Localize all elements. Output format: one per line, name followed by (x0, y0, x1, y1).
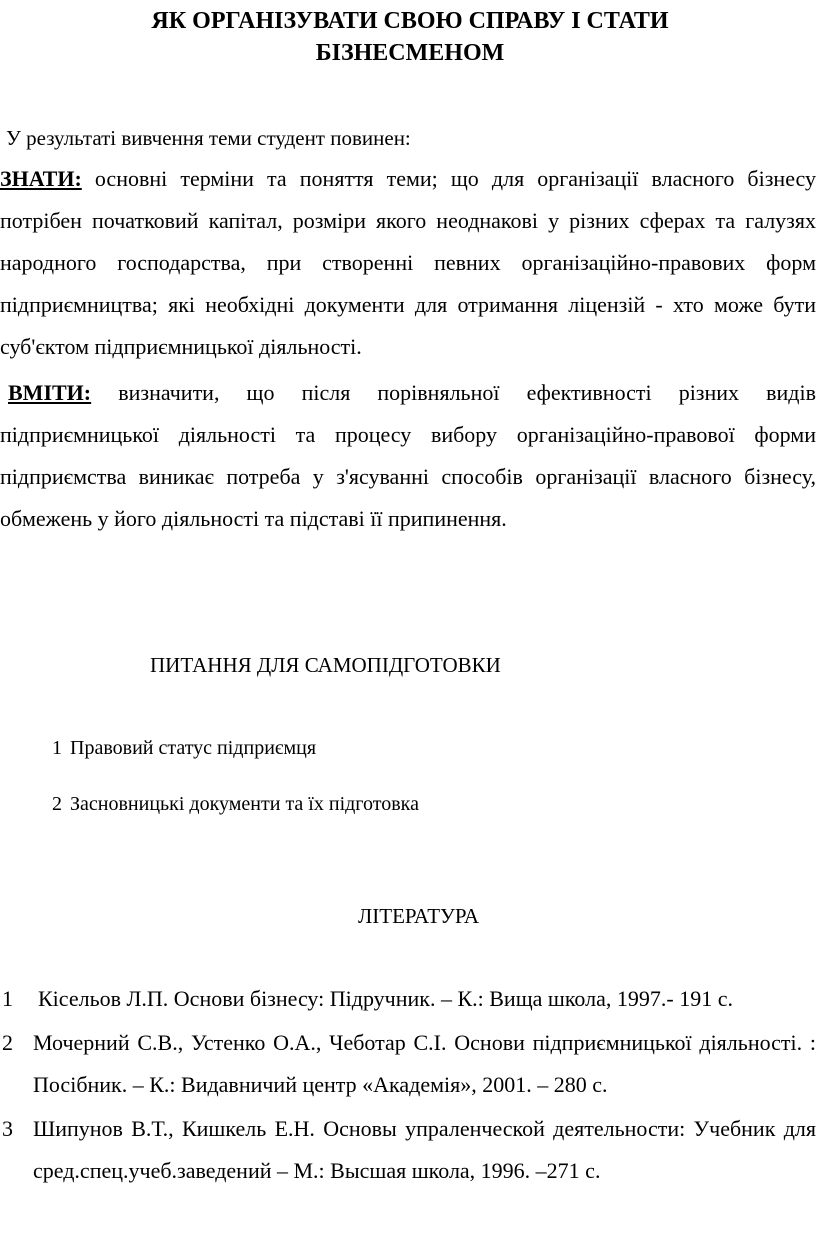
question-number: 2 (52, 793, 62, 815)
literature-heading: ЛІТЕРАТУРА (358, 904, 480, 928)
question-text: Засновницькі документи та їх підготовка (70, 793, 419, 815)
able-paragraph (0, 372, 816, 540)
question-item (52, 733, 316, 763)
question-item (52, 789, 419, 819)
literature-number: 1 (2, 986, 13, 1011)
intro-text: У результаті вивчення теми студент повинен: (6, 126, 411, 150)
literature-item (0, 1022, 816, 1106)
question-number: 1 (52, 737, 62, 759)
literature-item (0, 978, 816, 1020)
know-text: основні терміни та поняття теми; що для організації власного бізнесу потрібен початковий капітал, розміри якого неоднакові у різних сферах та галузях народного господарства, при створенні певних організаційно-правових форм підприємництва; які необхідні документи для отримання ліцензій - хто може бути суб'єктом підприємницької діяльності. (0, 166, 816, 359)
able-text: визначити, що після порівняльної ефективності різних видів підприємницької діяльності та процесу вибору організаційно-правової форми підприємства виникає потреба у з'ясуванні способів організації власного бізнесу, обмежень у його діяльності та підставі її припинення. (0, 380, 816, 531)
know-label: ЗНАТИ: (0, 166, 82, 191)
know-paragraph (0, 158, 816, 368)
questions-heading: ПИТАННЯ ДЛЯ САМОПІДГОТОВКИ (150, 653, 501, 677)
literature-item (0, 1108, 816, 1192)
able-label: ВМІТИ: (8, 380, 92, 405)
literature-number: 2 (2, 1030, 13, 1055)
literature-text: Шипунов В.Т., Кишкель Е.Н. Основы упраленческой деятельности: Учебник для сред.спец.учеб.заведений – М.: Высшая школа, 1996. –271 с. (33, 1116, 816, 1183)
question-text: Правовий статус підприємця (70, 737, 317, 759)
literature-text: Мочерний С.В., Устенко О.А., Чеботар С.І. Основи підприємницької діяльності. : Посібник. – К.: Видавничий центр «Академія», 2001. – 280 с. (33, 1030, 816, 1097)
literature-number: 3 (2, 1116, 13, 1141)
literature-text: Кісельов Л.П. Основи бізнесу: Підручник. – К.: Вища школа, 1997.- 191 с. (38, 986, 733, 1011)
page-title: ЯК ОРГАНІЗУВАТИ СВОЮ СПРАВУ І СТАТИ БІЗНЕСМЕНОМ (151, 8, 669, 66)
